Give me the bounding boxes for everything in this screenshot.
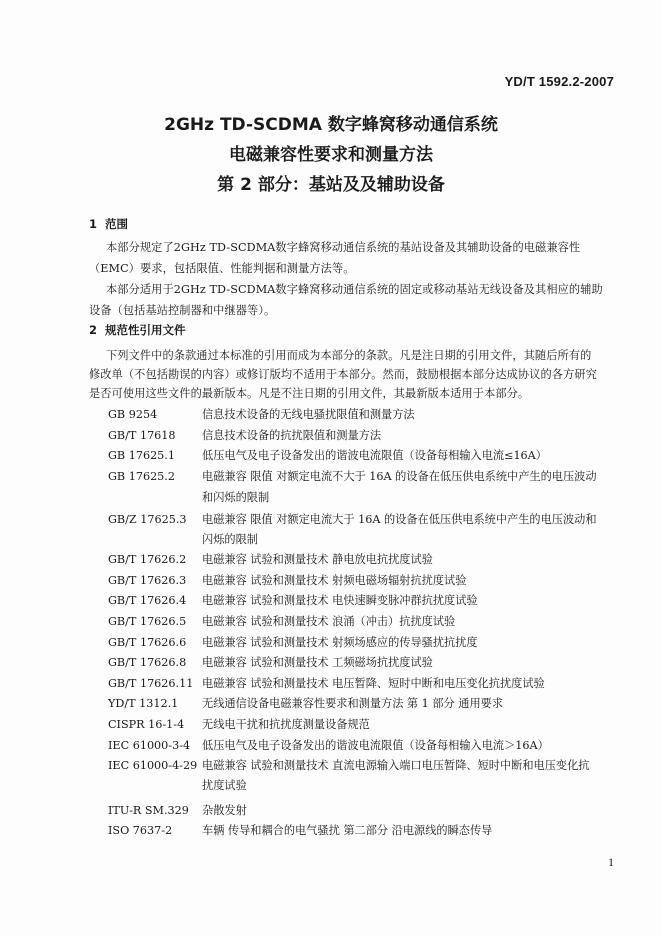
section-1-title: 范围	[105, 217, 128, 231]
reference-code: GB/Z 17625.3	[108, 513, 187, 526]
reference-title: 电磁兼容 试验和测量技术 电快速瞬变脉冲群抗扰度试验	[202, 594, 478, 607]
page-number: 1	[608, 855, 614, 869]
reference-code: IEC 61000-3-4	[108, 739, 191, 752]
title-line-2: 电磁兼容性要求和测量方法	[229, 145, 433, 165]
reference-code: GB/T 17618	[108, 429, 176, 442]
section-1-number: 1	[89, 217, 98, 231]
reference-code: CISPR 16-1-4	[108, 718, 185, 731]
reference-code: GB/T 17626.6	[108, 636, 187, 649]
reference-code: GB 17625.1	[108, 449, 175, 462]
reference-code: ITU-R SM.329	[108, 804, 189, 817]
section-2-paragraph-line-1: 下列文件中的条款通过本标准的引用而成为本部分的条款。凡是注日期的引用文件，其随后所有的	[106, 349, 592, 362]
reference-code: GB 17625.2	[108, 470, 175, 483]
reference-title-continued: 扰度试验	[202, 779, 247, 792]
title-line-1: 2GHz TD-SCDMA 数字蜂窝移动通信系统	[164, 115, 498, 135]
reference-title: 杂散发射	[202, 804, 247, 817]
standard-code: YD/T 1592.2-2007	[504, 74, 614, 89]
section-2-paragraph-line-3: 是否可使用这些文件的最新版本。凡是不注日期的引用文件，其最新版本适用于本部分。	[89, 387, 530, 400]
section-1-paragraph-1-line-1: 本部分规定了2GHz TD-SCDMA数字蜂窝移动通信系统的基站设备及其辅助设备的电磁兼容性	[106, 241, 581, 254]
reference-title: 无线电干扰和抗扰度测量设备规范	[202, 718, 370, 731]
reference-code: GB/T 17626.4	[108, 594, 187, 607]
reference-code: ISO 7637-2	[108, 824, 173, 837]
reference-title: 低压电气及电子设备发出的谐波电流限值（设备每相输入电流≤16A）	[202, 449, 547, 462]
reference-code: GB/T 17626.3	[108, 574, 187, 587]
section-2-heading	[89, 322, 186, 338]
reference-code: IEC 61000-4-29	[108, 759, 198, 772]
section-1-paragraph-1-line-2: （EMC）要求，包括限值、性能判据和测量方法等。	[89, 262, 355, 275]
reference-title: 无线通信设备电磁兼容性要求和测量方法 第 1 部分 通用要求	[202, 697, 504, 710]
reference-title: 信息技术设备的无线电骚扰限值和测量方法	[202, 408, 415, 421]
section-1-heading	[89, 216, 128, 232]
reference-title: 电磁兼容 试验和测量技术 射频场感应的传导骚扰抗扰度	[202, 636, 478, 649]
reference-title-continued: 和闪烁的限制	[202, 491, 270, 504]
reference-title: 电磁兼容 试验和测量技术 直流电源输入端口电压暂降、短时中断和电压变化抗	[202, 759, 590, 772]
reference-code: GB/T 17626.11	[108, 677, 194, 690]
reference-title: 电磁兼容 试验和测量技术 静电放电抗扰度试验	[202, 553, 433, 566]
reference-title: 电磁兼容 试验和测量技术 浪涌（冲击）抗扰度试验	[202, 615, 456, 628]
reference-code: GB/T 17626.2	[108, 553, 187, 566]
reference-title: 信息技术设备的抗扰限值和测量方法	[202, 429, 382, 442]
section-1-paragraph-2-line-1: 本部分适用于2GHz TD-SCDMA数字蜂窝移动通信系统的固定或移动基站无线设备及其相应的辅助	[106, 283, 603, 296]
section-2-paragraph-line-2: 修改单（不包括勘误的内容）或修订版均不适用于本部分。然而，鼓励根据本部分达成协议的各方研究	[89, 368, 597, 381]
reference-code: YD/T 1312.1	[108, 697, 179, 710]
reference-title: 车辆 传导和耦合的电气骚扰 第二部分 沿电源线的瞬态传导	[202, 824, 493, 837]
reference-title: 电磁兼容 试验和测量技术 工频磁场抗扰度试验	[202, 656, 433, 669]
reference-code: GB/T 17626.8	[108, 656, 187, 669]
reference-title: 电磁兼容 试验和测量技术 射频电磁场辐射抗扰度试验	[202, 574, 467, 587]
section-2-number: 2	[89, 323, 98, 337]
section-2-title: 规范性引用文件	[105, 323, 186, 337]
reference-title: 电磁兼容 限值 对额定电流大于 16A 的设备在低压供电系统中产生的电压波动和	[202, 513, 597, 526]
section-1-paragraph-2-line-2: 设备（包括基站控制器和中继器等）。	[89, 304, 276, 317]
reference-code: GB 9254	[108, 408, 158, 421]
reference-title: 电磁兼容 试验和测量技术 电压暂降、短时中断和电压变化抗扰度试验	[202, 677, 545, 690]
title-line-3: 第 2 部分：基站及及辅助设备	[217, 175, 445, 195]
reference-code: GB/T 17626.5	[108, 615, 187, 628]
reference-title-continued: 闪烁的限制	[202, 533, 258, 546]
reference-title: 低压电气及电子设备发出的谐波电流限值（设备每相输入电流＞16A）	[202, 739, 549, 752]
reference-title: 电磁兼容 限值 对额定电流不大于 16A 的设备在低压供电系统中产生的电压波动	[202, 470, 597, 483]
